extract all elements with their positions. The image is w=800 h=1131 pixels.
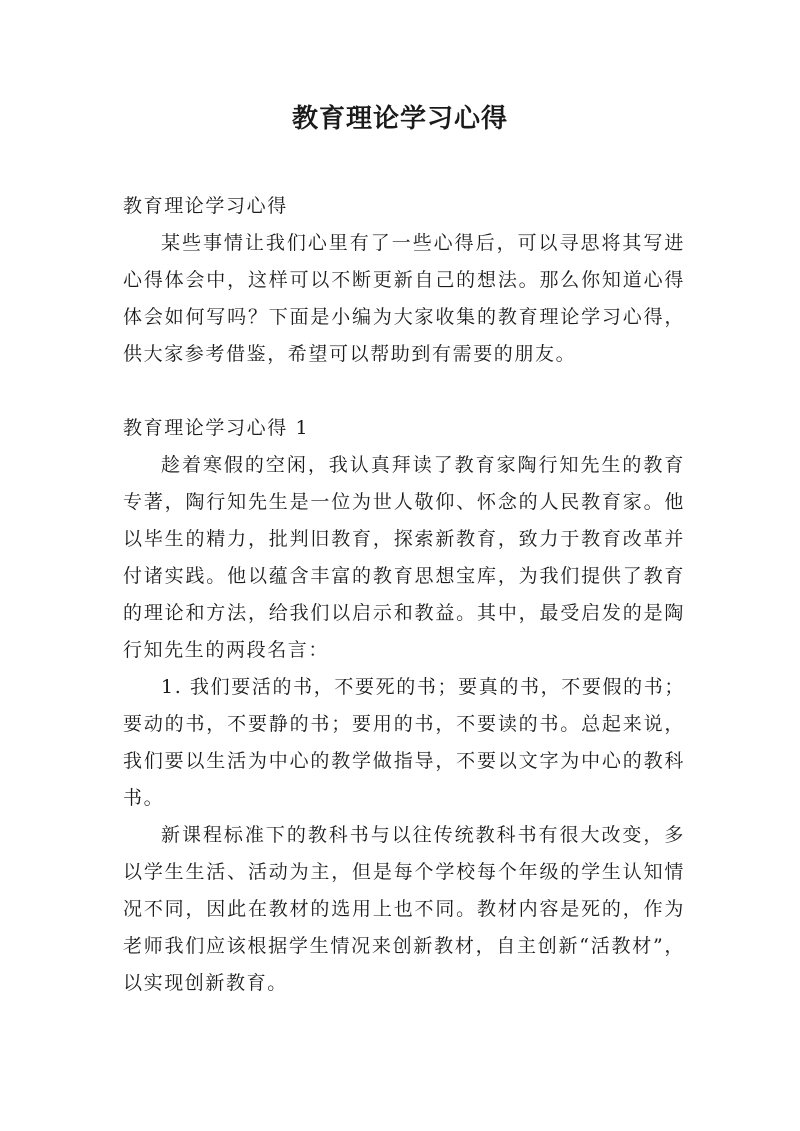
intro-paragraph: 某些事情让我们心里有了一些心得后，可以寻思将其写进心得体会中，这样可以不断更新自己的想法。那么你知道心得体会如何写吗？下面是小编为大家收集的教育理论学习心得，供大家参考借鉴，希望可以帮助到有需要的朋友。 [123, 232, 685, 365]
intro-heading: 教育理论学习心得 [123, 195, 288, 217]
paragraph-spacer [123, 373, 685, 410]
section-1-paragraph-1: 趁着寒假的空闲，我认真拜读了教育家陶行知先生的教育专著，陶行知先生是一位为世人敬仰、怀念的人民教育家。他以毕生的精力，批判旧教育，探索新教育，致力于教育改革并付诸实践。他以蕴含丰富的教育思想宝库，为我们提供了教育的理论和方法，给我们以启示和教益。其中，最受启发的是陶行知先生的两段名言： [123, 454, 685, 661]
document-body [123, 188, 685, 1002]
section-1-heading: 教育理论学习心得 1 [123, 417, 310, 439]
document-title: 教育理论学习心得 [291, 104, 508, 134]
section-1-paragraph-3: 新课程标准下的教科书与以往传统教科书有很大改变，多以学生生活、活动为主，但是每个学校每个年级的学生认知情况不同，因此在教材的选用上也不同。教材内容是死的，作为老师我们应该根据学生情况来创新教材，自主创新“活教材”，以实现创新教育。 [123, 824, 685, 994]
section-1-paragraph-2: 1. 我们要活的书，不要死的书；要真的书，不要假的书；要动的书，不要静的书；要用的书，不要读的书。总起来说，我们要以生活为中心的教学做指导，不要以文字为中心的教科书。 [123, 676, 685, 809]
